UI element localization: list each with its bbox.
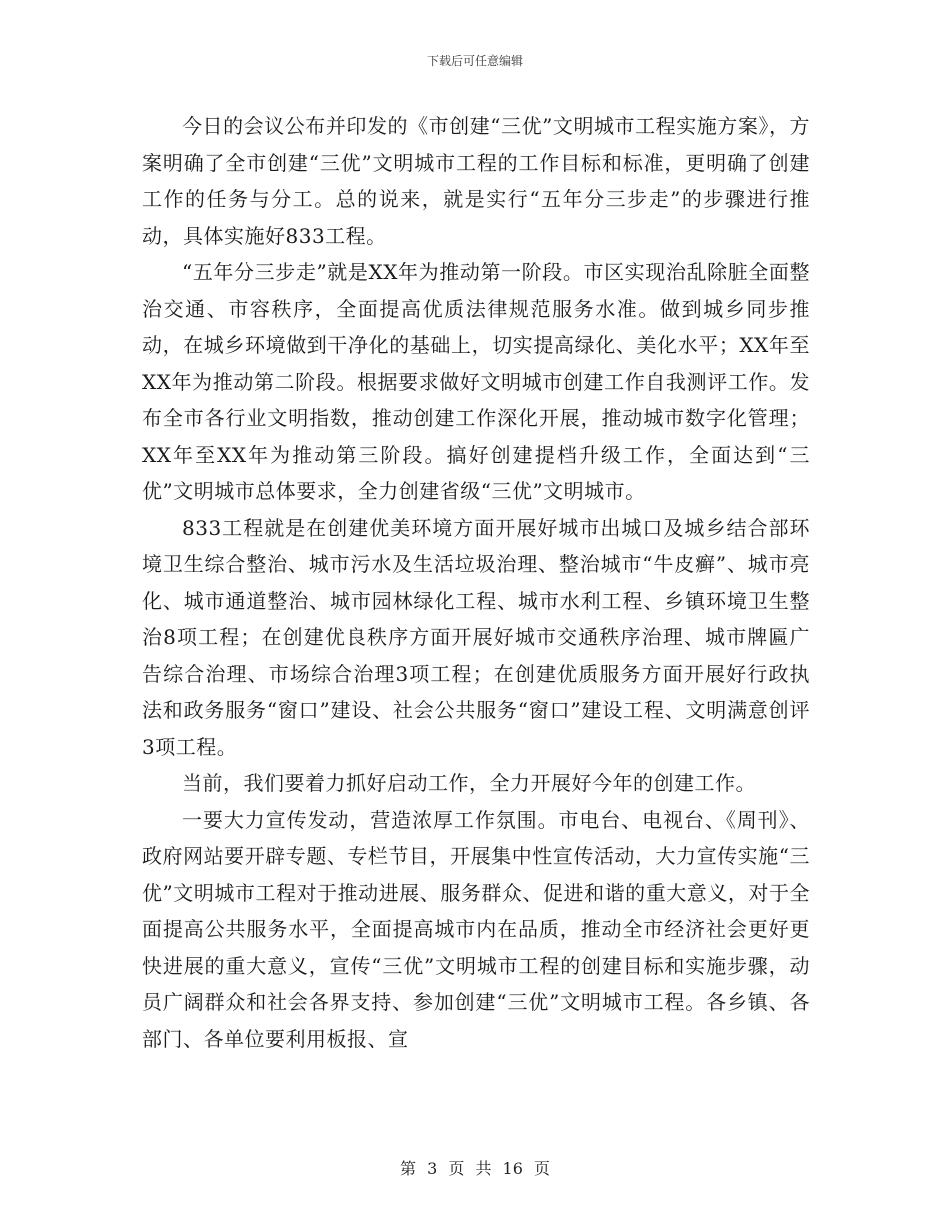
document-body: [142, 108, 810, 1057]
paragraph-5: 一要大力宣传发动，营造浓厚工作氛围。市电台、电视台、《周刊》、政府网站要开辟专题、专栏节目，开展集中性宣传活动，大力宣传实施“三优”文明城市工程对于推动进展、服务群众、促进和谐的重大意义，对于全面提高公共服务水平，全面提高城市内在品质，推动全市经济社会更好更快进展的重大意义，宣传“三优”文明城市工程的创建目标和实施步骤，动员广阔群众和社会各界支持、参加创建“三优”文明城市工程。各乡镇、各部门、各单位要利用板报、宣: [142, 807, 810, 1051]
page-header: 下载后可任意编辑: [426, 54, 523, 68]
paragraph-1: 今日的会议公布并印发的《市创建“三优”文明城市工程实施方案》，方案明确了全市创建“三优”文明城市工程的工作目标和标准，更明确了创建工作的任务与分工。总的说来，就是实行“五年分三步走”的步骤进行推动，具体实施好833工程。: [142, 114, 810, 248]
paragraph-4: 当前，我们要着力抓好启动工作，全力开展好今年的创建工作。: [182, 771, 756, 795]
paragraph-3: 833工程就是在创建优美环境方面开展好城市出城口及城乡结合部环境卫生综合整治、城市污水及生活垃圾治理、整治城市“牛皮癣”、城市亮化、城市通道整治、城市园林绿化工程、城市水利工程、乡镇环境卫生整治8项工程；在创建优良秩序方面开展好城市交通秩序治理、城市牌匾广告综合治理、市场综合治理3项工程；在创建优质服务方面开展好行政执法和政务服务“窗口”建设、社会公共服务“窗口”建设工程、文明满意创评3项工程。: [142, 515, 810, 759]
page-number: 第 3 页 共 16 页: [400, 1159, 550, 1178]
paragraph-2: “五年分三步走”就是XX年为推动第一阶段。市区实现治乱除脏全面整治交通、市容秩序，全面提高优质法律规范服务水准。做到城乡同步推动，在城乡环境做到干净化的基础上，切实提高绿化、美化水平；XX年至XX年为推动第二阶段。根据要求做好文明城市创建工作自我测评工作。发布全市各行业文明指数，推动创建工作深化开展，推动城市数字化管理；XX年至XX年为推动第三阶段。搞好创建提档升级工作，全面达到“三优”文明城市总体要求，全力创建省级“三优”文明城市。: [142, 260, 810, 503]
